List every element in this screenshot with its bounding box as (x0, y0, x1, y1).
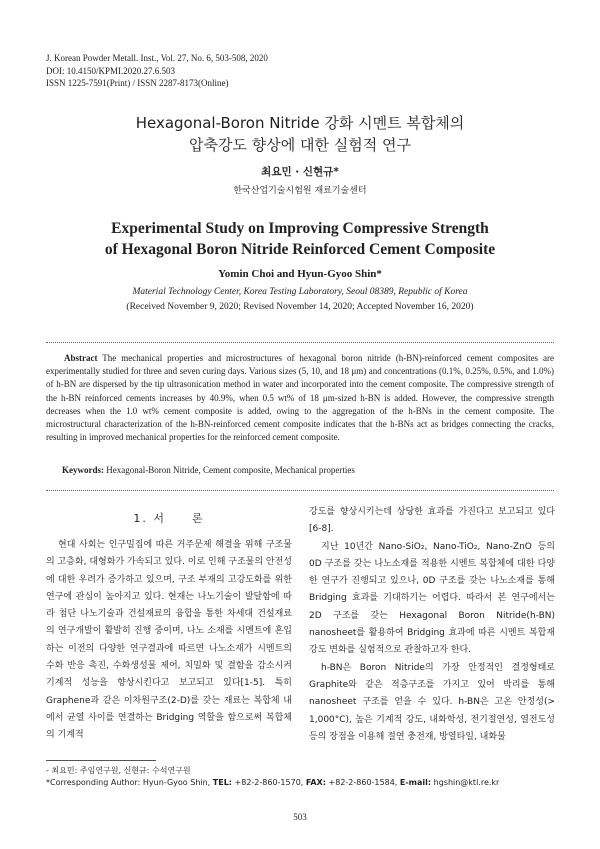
fax-label: FAX: (305, 778, 326, 787)
tel-label: TEL: (212, 778, 232, 787)
received-dates: (Received November 9, 2020; Revised November 14, 2020; Accepted November 16, 2020) (126, 302, 474, 312)
tel-value: +82-2-860-1570, (231, 778, 306, 787)
email-label: E-mail: (399, 778, 432, 787)
footnote-divider (46, 760, 156, 761)
journal-doi[interactable]: DOI: 10.4150/KPMI.2020.27.6.503 (46, 65, 176, 76)
journal-citation: J. Korean Powder Metall. Inst., Vol. 27, No. 6, 503-508, 2020 (46, 53, 268, 63)
left-paragraph-1: 현대 사회는 인구밀집에 따른 거주문제 해결을 위해 구조물의 고층화, 대형화가 가속되고 있다. 이로 인해 구조물의 안전성에 대한 우려가 증가하고 있으며, 구조 부재의 고강도화를 위한 연구에 관심이 높아지고 있다. 현재는 나노기술이 발달함에 따라 첨단 나노기술과 건설재료의 융합을 통한 차세대 건설재료의 연구개발이 활발히 진행 중이며, 나노 소재를 시멘트에 혼입하는 이전의 다양한 연구결과에 따르면 나노소재가 시멘트의 수화 반응 촉진, 수화생성물 제어, 치밀화 및 결함을 감소시켜 기계적 성능을 향상시킨다고 보고되고 있다[1-5]. 특히 Graphene과 같은 이차원구조(2-D)를 갖는 재료는 복합체 내에서 균열 사이를 연결하는 Bridging 역할을 함으로써 복합체의 기계적 (46, 540, 292, 741)
english-affiliation: Material Technology Center, Korea Testing Laboratory, Seoul 08389, Republic of Korea (132, 287, 468, 297)
korean-affiliation: 한국산업기술시험원 재료기술센터 (233, 186, 367, 196)
keywords-label: Keywords: (62, 465, 104, 475)
english-title (0, 218, 600, 260)
english-title-line1: Experimental Study on Improving Compressive Strength (111, 220, 489, 237)
journal-issn: ISSN 1225-7591(Print) / ISSN 2287-8173(Online) (46, 78, 229, 88)
section-heading: 1. 서 론 (133, 512, 205, 525)
footnote-corresponding (46, 778, 499, 787)
korean-title (0, 112, 600, 156)
keywords (62, 465, 355, 475)
footnote-roles: - 최요민: 주임연구원, 신현규: 수석연구원 (46, 766, 191, 775)
right-paragraph-3: h-BN은 Boron Nitride의 가장 안정적인 결정형태로 Graphite와 같은 적층구조를 가지고 있어 박리를 통해 nanosheet 구조를 얻을 수 있다. h-BN은 고온 안정성(> 1,000°C), 높은 기계적 강도, 내화학성, 전기절연성, 열전도성 등의 장점을 이용해 절연 충전재, 방열타일, 내화물 (309, 662, 555, 742)
korean-authors: 최요민 · 신현규* (261, 166, 339, 178)
right-paragraph-2: 지난 10년간 Nano-SiO₂, Nano-TiO₂, Nano-ZnO 등의 0D 구조를 갖는 나노소재를 적용한 시멘트 복합체에 대한 다양한 연구가 진행되고 있으나, 0D 구조를 갖는 나노소재를 통해 Bridging 효과를 기대하기는 어렵다. 따라서 본 연구에서는 2D 구조를 갖는 Hexagonal Boron Nitride(h-BN) nanosheet를 활용하여 Bridging 효과에 따른 시멘트 복합재 강도 변화를 실험적으로 관찰하고자 한다. (309, 541, 555, 656)
abstract-bottom-divider (46, 490, 554, 491)
abstract-top-divider (46, 342, 554, 343)
korean-title-line1: Hexagonal-Boron Nitride 강화 시멘트 복합체의 (135, 114, 465, 132)
fax-value: +82-2-860-1584, (325, 778, 400, 787)
english-authors: Yomin Choi and Hyun-Gyoo Shin* (218, 268, 382, 280)
abstract-label: Abstract (64, 353, 98, 363)
email-value[interactable]: hgshin@ktl.re.kr (431, 778, 500, 787)
english-title-line2: of Hexagonal Boron Nitride Reinforced Cement Composite (104, 241, 496, 258)
journal-header (46, 52, 268, 90)
abstract (46, 352, 554, 444)
corr-name: Hyun-Gyoo Shin, (140, 778, 213, 787)
keywords-text: Hexagonal-Boron Nitride, Cement composite, Mechanical properties (104, 465, 355, 475)
right-column (309, 504, 555, 746)
abstract-text: The mechanical properties and microstructures of hexagonal boron nitride (h-BN)-reinforced cement composites are experimentally studied for three and seven curing days. Various sizes (5, 10, and 18 μm) and concentrations (0.1%, 0.25%, 0.5%, and 1.0%) of h-BN are dispersed by the tip ultrasonication method in water and incorporated into the cement composite. The compressive strength of the h-BN reinforced cements increases by 40.9%, when 0.5 wt% of 18 μm-sized h-BN is added. However, the compressive strength decreases when the 1.0 wt% cement composite is added, owing to the aggregation of the h-BNs in the cement composite. The microstructural characterization of the h-BN-reinforced cement composite indicates that the h-BNs act as bridges connecting the cracks, resulting in improved mechanical properties for the reinforced cement composite. (46, 353, 554, 443)
corr-label: *Corresponding Author: (46, 778, 141, 787)
right-paragraph-1: 강도를 향상시키는데 상당한 효과를 가진다고 보고되고 있다[6-8]. (309, 507, 555, 535)
korean-title-line2: 압축강도 향상에 대한 실험적 연구 (189, 136, 411, 154)
left-column (46, 537, 292, 745)
page-number: 503 (293, 812, 307, 822)
